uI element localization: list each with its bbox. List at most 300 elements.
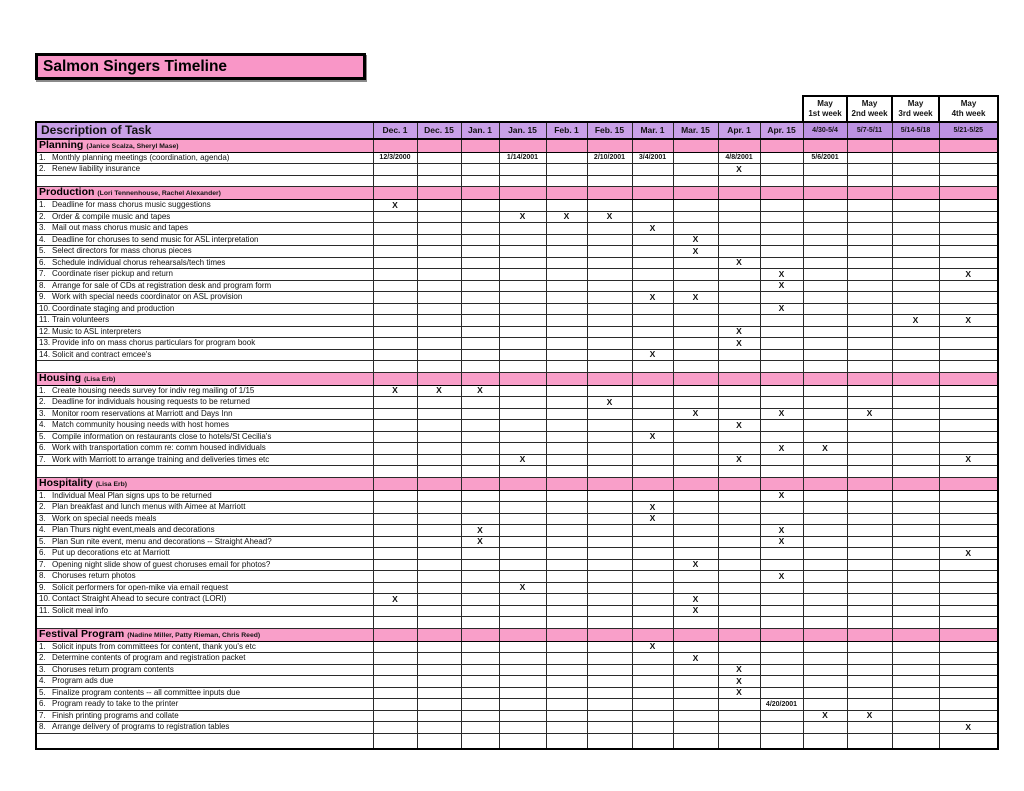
empty-cell <box>461 733 499 749</box>
schedule-cell <box>499 710 546 722</box>
task-number: 11. <box>39 315 50 325</box>
schedule-cell <box>499 349 546 361</box>
schedule-cell <box>546 605 587 617</box>
schedule-x-mark: X <box>673 292 718 304</box>
schedule-cell <box>939 303 998 315</box>
schedule-cell <box>499 594 546 606</box>
section-band-cell <box>892 477 939 490</box>
section-band-cell <box>718 628 760 641</box>
empty-cell <box>673 617 718 629</box>
schedule-cell <box>673 223 718 235</box>
schedule-cell <box>499 605 546 617</box>
schedule-cell <box>417 315 461 327</box>
task-label: Renew liability insurance <box>52 164 141 174</box>
table-row <box>36 443 998 455</box>
schedule-x-mark: X <box>673 605 718 617</box>
section-leads: (Lori Tennenhouse, Rachel Alexander) <box>97 190 221 198</box>
schedule-cell <box>546 408 587 420</box>
task-number: 4. <box>39 420 46 430</box>
schedule-cell <box>718 269 760 281</box>
table-row <box>36 525 998 537</box>
schedule-cell <box>892 257 939 269</box>
task-label: Work on special needs meals <box>52 513 157 523</box>
schedule-cell <box>803 303 847 315</box>
schedule-cell <box>718 280 760 292</box>
task-cell <box>36 664 373 676</box>
empty-cell <box>632 466 673 478</box>
empty-cell <box>673 175 718 187</box>
task-label: Finish printing programs and collate <box>52 710 179 720</box>
schedule-cell <box>673 269 718 281</box>
section-band-cell <box>632 139 673 152</box>
empty-cell <box>546 466 587 478</box>
section-band-cell <box>417 628 461 641</box>
schedule-cell <box>461 571 499 583</box>
section-band-cell <box>760 187 803 200</box>
may-week-header <box>847 96 892 122</box>
schedule-cell <box>718 502 760 514</box>
schedule-cell <box>673 211 718 223</box>
schedule-cell <box>892 349 939 361</box>
schedule-cell <box>587 385 632 397</box>
may-week-label-week: 4th week <box>951 109 986 118</box>
schedule-cell <box>632 164 673 176</box>
column-header-row <box>36 122 998 139</box>
schedule-cell <box>718 559 760 571</box>
section-band-cell <box>803 477 847 490</box>
schedule-cell <box>587 326 632 338</box>
schedule-cell <box>461 513 499 525</box>
schedule-cell <box>892 699 939 711</box>
schedule-cell <box>632 536 673 548</box>
schedule-cell <box>499 641 546 653</box>
task-cell <box>36 280 373 292</box>
section-band-cell <box>718 477 760 490</box>
table-row <box>36 431 998 443</box>
schedule-cell <box>673 397 718 409</box>
schedule-cell <box>847 571 892 583</box>
schedule-cell <box>632 315 673 327</box>
task-number: 2. <box>39 502 46 512</box>
schedule-cell <box>939 246 998 258</box>
schedule-cell <box>939 664 998 676</box>
may-week-header-row <box>36 96 998 122</box>
schedule-cell <box>847 443 892 455</box>
empty-cell <box>587 361 632 373</box>
schedule-x-mark: X <box>632 349 673 361</box>
section-band-cell <box>499 372 546 385</box>
schedule-cell <box>803 257 847 269</box>
schedule-cell <box>939 234 998 246</box>
schedule-cell <box>847 594 892 606</box>
schedule-cell <box>373 490 417 502</box>
schedule-cell <box>373 443 417 455</box>
schedule-cell <box>373 641 417 653</box>
schedule-cell <box>417 454 461 466</box>
table-row <box>36 303 998 315</box>
schedule-cell <box>499 303 546 315</box>
schedule-cell <box>803 513 847 525</box>
schedule-cell <box>760 548 803 560</box>
schedule-cell <box>417 559 461 571</box>
schedule-cell <box>892 548 939 560</box>
timeline-table <box>35 95 999 750</box>
section-band-cell <box>939 372 998 385</box>
empty-cell <box>803 361 847 373</box>
schedule-cell <box>673 525 718 537</box>
schedule-cell <box>499 676 546 688</box>
schedule-cell <box>417 710 461 722</box>
task-number: 11. <box>39 605 50 615</box>
schedule-x-mark: X <box>718 676 760 688</box>
schedule-x-mark: X <box>718 338 760 350</box>
schedule-cell <box>373 687 417 699</box>
section-band-cell <box>373 477 417 490</box>
schedule-cell <box>718 699 760 711</box>
task-label: Program ads due <box>52 676 114 686</box>
empty-cell <box>673 361 718 373</box>
section-band-cell <box>760 372 803 385</box>
empty-cell <box>847 466 892 478</box>
table-row <box>36 536 998 548</box>
task-label: Deadline for mass chorus music suggestions <box>52 200 211 210</box>
schedule-cell <box>939 292 998 304</box>
schedule-cell <box>632 710 673 722</box>
schedule-cell <box>892 211 939 223</box>
preheader-spacer <box>36 96 803 122</box>
schedule-cell <box>760 211 803 223</box>
schedule-cell <box>939 152 998 164</box>
schedule-cell <box>939 653 998 665</box>
schedule-cell <box>939 443 998 455</box>
schedule-cell <box>373 269 417 281</box>
task-number: 3. <box>39 223 46 233</box>
task-number: 7. <box>39 454 46 464</box>
schedule-cell <box>760 223 803 235</box>
may-range-column-header: 5/14-5/18 <box>892 122 939 139</box>
empty-cell <box>36 175 373 187</box>
schedule-cell <box>373 223 417 235</box>
schedule-cell <box>632 571 673 583</box>
schedule-x-mark: X <box>461 536 499 548</box>
schedule-cell <box>760 397 803 409</box>
section-name: Production <box>39 186 95 199</box>
schedule-cell <box>417 338 461 350</box>
section-leads: (Nadine Miller, Patty Rieman, Chris Reed) <box>127 631 261 639</box>
schedule-cell <box>587 490 632 502</box>
table-row <box>36 454 998 466</box>
schedule-cell <box>673 326 718 338</box>
schedule-cell <box>546 641 587 653</box>
schedule-cell <box>892 490 939 502</box>
schedule-x-mark: X <box>373 200 417 212</box>
schedule-cell <box>847 397 892 409</box>
task-label: Finalize program contents -- all committee inputs due <box>52 687 241 697</box>
schedule-x-mark: X <box>718 257 760 269</box>
schedule-cell <box>499 338 546 350</box>
task-number: 4. <box>39 676 46 686</box>
schedule-cell <box>417 269 461 281</box>
task-cell <box>36 502 373 514</box>
schedule-cell <box>718 605 760 617</box>
task-label: Music to ASL interpreters <box>52 326 142 336</box>
schedule-cell <box>546 548 587 560</box>
schedule-cell <box>892 676 939 688</box>
empty-cell <box>718 466 760 478</box>
schedule-cell <box>587 431 632 443</box>
schedule-date: 5/6/2001 <box>803 152 847 164</box>
schedule-cell <box>587 338 632 350</box>
table-row <box>36 722 998 734</box>
empty-cell <box>373 466 417 478</box>
schedule-cell <box>632 303 673 315</box>
schedule-cell <box>892 223 939 235</box>
schedule-cell <box>499 664 546 676</box>
schedule-cell <box>499 269 546 281</box>
schedule-x-mark: X <box>673 653 718 665</box>
schedule-cell <box>847 582 892 594</box>
section-band-cell <box>461 477 499 490</box>
table-row <box>36 164 998 176</box>
schedule-x-mark: X <box>718 420 760 432</box>
schedule-cell <box>632 582 673 594</box>
schedule-cell <box>760 605 803 617</box>
section-separator-row <box>36 175 998 187</box>
schedule-cell <box>546 349 587 361</box>
table-row <box>36 246 998 258</box>
schedule-cell <box>373 338 417 350</box>
may-week-header <box>892 96 939 122</box>
section-band-cell <box>587 477 632 490</box>
schedule-cell <box>718 641 760 653</box>
task-label: Coordinate riser pickup and return <box>52 269 173 279</box>
schedule-x-mark: X <box>461 385 499 397</box>
schedule-cell <box>461 548 499 560</box>
section-band-cell <box>803 372 847 385</box>
schedule-cell <box>718 303 760 315</box>
task-cell <box>36 536 373 548</box>
schedule-x-mark: X <box>760 571 803 583</box>
schedule-cell <box>847 246 892 258</box>
schedule-cell <box>718 292 760 304</box>
task-label: Individual Meal Plan signs ups to be returned <box>52 490 212 500</box>
task-cell <box>36 710 373 722</box>
section-band-cell <box>499 477 546 490</box>
schedule-cell <box>417 164 461 176</box>
schedule-cell <box>847 420 892 432</box>
empty-cell <box>36 466 373 478</box>
schedule-cell <box>760 246 803 258</box>
schedule-cell <box>546 653 587 665</box>
schedule-cell <box>373 664 417 676</box>
empty-cell <box>36 361 373 373</box>
schedule-cell <box>587 548 632 560</box>
schedule-cell <box>417 536 461 548</box>
schedule-cell <box>718 223 760 235</box>
section-band-cell <box>587 139 632 152</box>
empty-cell <box>939 175 998 187</box>
section-band-label <box>36 628 373 641</box>
schedule-cell <box>718 571 760 583</box>
date-column-header: Jan. 1 <box>461 122 499 139</box>
schedule-cell <box>461 257 499 269</box>
schedule-date: 12/3/2000 <box>373 152 417 164</box>
schedule-cell <box>373 164 417 176</box>
schedule-x-mark: X <box>718 664 760 676</box>
schedule-cell <box>892 200 939 212</box>
schedule-cell <box>939 338 998 350</box>
schedule-cell <box>673 257 718 269</box>
schedule-cell <box>373 431 417 443</box>
schedule-cell <box>373 280 417 292</box>
schedule-cell <box>461 246 499 258</box>
schedule-cell <box>847 326 892 338</box>
schedule-cell <box>939 699 998 711</box>
empty-cell <box>587 175 632 187</box>
schedule-x-mark: X <box>939 269 998 281</box>
schedule-cell <box>939 420 998 432</box>
section-band-cell <box>939 187 998 200</box>
section-band-row <box>36 477 998 490</box>
schedule-cell <box>847 513 892 525</box>
empty-cell <box>36 733 373 749</box>
task-cell <box>36 513 373 525</box>
schedule-cell <box>939 525 998 537</box>
empty-cell <box>760 733 803 749</box>
schedule-cell <box>417 349 461 361</box>
task-label: Solicit and contract emcee's <box>52 349 152 359</box>
section-band-cell <box>847 139 892 152</box>
schedule-cell <box>373 605 417 617</box>
schedule-cell <box>417 525 461 537</box>
task-label: Order & compile music and tapes <box>52 211 171 221</box>
schedule-cell <box>673 699 718 711</box>
empty-cell <box>461 361 499 373</box>
table-row <box>36 420 998 432</box>
section-band-cell <box>673 187 718 200</box>
schedule-cell <box>803 605 847 617</box>
schedule-cell <box>587 664 632 676</box>
schedule-cell <box>892 164 939 176</box>
schedule-cell <box>461 349 499 361</box>
schedule-cell <box>939 536 998 548</box>
schedule-date: 1/14/2001 <box>499 152 546 164</box>
schedule-cell <box>803 653 847 665</box>
task-label: Opening night slide show of guest choruses email for photos? <box>52 559 271 569</box>
schedule-cell <box>499 385 546 397</box>
schedule-cell <box>803 699 847 711</box>
section-band-label <box>36 187 373 200</box>
schedule-cell <box>892 431 939 443</box>
empty-cell <box>499 733 546 749</box>
task-cell <box>36 303 373 315</box>
task-cell <box>36 338 373 350</box>
schedule-cell <box>373 559 417 571</box>
empty-cell <box>760 617 803 629</box>
schedule-x-mark: X <box>546 211 587 223</box>
table-row <box>36 397 998 409</box>
table-row <box>36 571 998 583</box>
section-band-cell <box>718 372 760 385</box>
schedule-cell <box>373 211 417 223</box>
schedule-cell <box>587 559 632 571</box>
table-row <box>36 408 998 420</box>
task-cell <box>36 490 373 502</box>
section-band-cell <box>373 372 417 385</box>
schedule-cell <box>892 443 939 455</box>
schedule-cell <box>803 454 847 466</box>
section-separator-row <box>36 617 998 629</box>
task-number: 6. <box>39 548 46 558</box>
schedule-cell <box>847 269 892 281</box>
schedule-date: 2/10/2001 <box>587 152 632 164</box>
schedule-x-mark: X <box>760 443 803 455</box>
task-cell <box>36 559 373 571</box>
schedule-cell <box>847 292 892 304</box>
empty-cell <box>892 175 939 187</box>
schedule-cell <box>892 559 939 571</box>
schedule-cell <box>892 338 939 350</box>
section-band-cell <box>587 628 632 641</box>
may-week-label-month: May <box>817 98 833 108</box>
schedule-cell <box>417 234 461 246</box>
section-name: Housing <box>39 372 81 384</box>
schedule-cell <box>939 326 998 338</box>
schedule-cell <box>760 594 803 606</box>
task-number: 1. <box>39 385 46 395</box>
schedule-cell <box>587 200 632 212</box>
schedule-cell <box>632 443 673 455</box>
empty-cell <box>803 733 847 749</box>
empty-cell <box>673 466 718 478</box>
schedule-cell <box>892 722 939 734</box>
schedule-cell <box>373 454 417 466</box>
task-cell <box>36 315 373 327</box>
page-title <box>35 53 366 80</box>
schedule-cell <box>939 594 998 606</box>
schedule-cell <box>373 722 417 734</box>
date-column-header: Apr. 15 <box>760 122 803 139</box>
schedule-cell <box>587 164 632 176</box>
schedule-cell <box>803 397 847 409</box>
schedule-cell <box>632 338 673 350</box>
date-column-header: Feb. 1 <box>546 122 587 139</box>
trailing-empty-row <box>36 733 998 749</box>
task-label: Contact Straight Ahead to secure contract (LORI) <box>52 594 227 604</box>
schedule-x-mark: X <box>939 548 998 560</box>
schedule-cell <box>803 315 847 327</box>
task-cell <box>36 594 373 606</box>
schedule-x-mark: X <box>632 431 673 443</box>
empty-cell <box>499 617 546 629</box>
schedule-cell <box>587 223 632 235</box>
may-week-header <box>939 96 998 122</box>
schedule-cell <box>803 338 847 350</box>
schedule-cell <box>803 211 847 223</box>
table-row <box>36 687 998 699</box>
schedule-cell <box>373 676 417 688</box>
schedule-x-mark: X <box>847 710 892 722</box>
task-cell <box>36 454 373 466</box>
schedule-cell <box>939 687 998 699</box>
schedule-cell <box>939 571 998 583</box>
task-label: Monthly planning meetings (coordination, agenda) <box>52 152 230 162</box>
task-label: Arrange delivery of programs to registration tables <box>52 722 230 732</box>
schedule-cell <box>939 641 998 653</box>
schedule-cell <box>546 246 587 258</box>
schedule-cell <box>718 385 760 397</box>
schedule-cell <box>847 338 892 350</box>
